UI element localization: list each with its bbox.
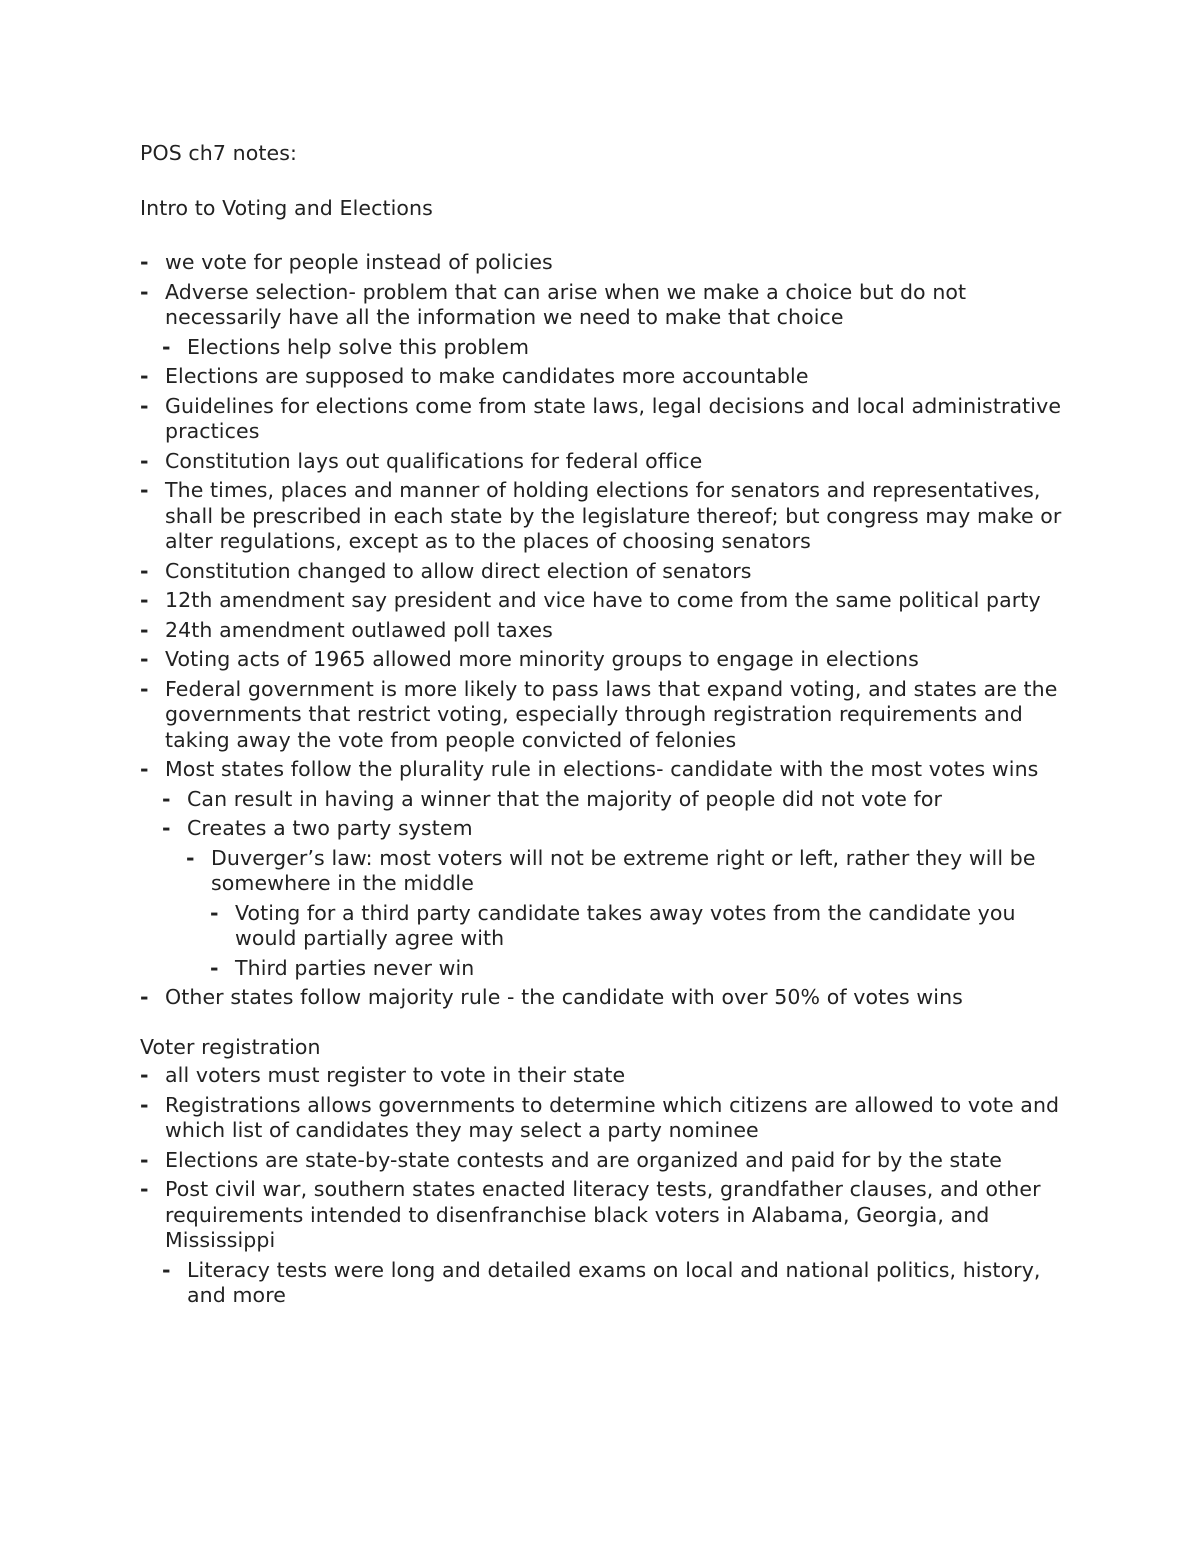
bullet-item [140,449,1080,475]
bullet-item [140,647,1080,673]
bullet-text: Registrations allows governments to determine which citizens are allowed to vote and which list of candidates they may select a party nominee [165,1092,1060,1142]
bullet-dash-icon: - [140,1147,149,1172]
bullet-text: Third parties never win [235,955,475,980]
section-heading-intro: Intro to Voting and Elections [140,195,433,220]
bullet-text: 24th amendment outlawed poll taxes [165,617,553,642]
bullet-dash-icon: - [140,558,149,583]
bullet-text: Constitution lays out qualifications for federal office [165,448,703,473]
bullet-item [140,335,1080,361]
bullet-item [140,956,1080,982]
bullet-text: Duverger’s law: most voters will not be extreme right or left, rather they will be somewhere in the middle [211,845,1036,895]
bullet-dash-icon: - [162,334,171,359]
bullet-item [140,250,1080,276]
bullet-dash-icon: - [140,250,149,274]
bullet-text: Voting for a third party candidate takes away votes from the candidate you would partially agree with [235,900,1016,950]
bullet-text: Can result in having a winner that the majority of people did not vote for [187,786,943,811]
bullet-text: Creates a two party system [187,816,473,840]
bullet-item [140,846,1080,897]
bullet-dash-icon: - [210,900,219,925]
bullet-item [140,787,1080,813]
bullet-text: 12th amendment say president and vice have to come from the same political party [165,588,1041,612]
bullet-dash-icon: - [140,279,149,304]
document-content [140,141,1080,1313]
bullet-item [140,757,1080,783]
bullet-dash-icon: - [162,816,171,840]
bullet-item [140,1258,1080,1309]
bullet-text: Other states follow majority rule - the candidate with over 50% of votes wins [165,985,963,1009]
bullet-item [140,1093,1080,1144]
section-heading-voter-registration: Voter registration [140,1034,321,1059]
bullet-text: Post civil war, southern states enacted literacy tests, grandfather clauses, and other requirements intended to disenfranchise black voters in Alabama, Georgia, and Mississippi [165,1177,1041,1252]
bullet-dash-icon: - [162,786,171,811]
bullet-text: Guidelines for elections come from state laws, legal decisions and local administrative practices [165,393,1062,443]
bullet-item [140,1148,1080,1174]
bullet-item [140,618,1080,644]
bullet-dash-icon: - [210,955,219,980]
bullet-dash-icon: - [140,1063,149,1087]
bullet-dash-icon: - [140,1177,149,1201]
bullet-item [140,901,1080,952]
bullet-item [140,280,1080,331]
bullet-text: Federal government is more likely to pass laws that expand voting, and states are the governments that restrict voting, especially through registration requirements and taking away the vote from people convicted of felonies [165,676,1058,752]
bullet-item [140,816,1080,842]
bullet-text: Constitution changed to allow direct election of senators [165,558,752,583]
bullet-text: Literacy tests were long and detailed exams on local and national politics, history, and more [187,1257,1041,1307]
bullet-item [140,1063,1080,1089]
bullet-dash-icon: - [140,478,149,502]
bullet-dash-icon: - [140,647,149,671]
bullet-dash-icon: - [140,448,149,473]
bullet-item [140,985,1080,1011]
bullet-dash-icon: - [162,1257,171,1282]
bullet-text: Most states follow the plurality rule in elections- candidate with the most votes wins [165,757,1039,781]
document-title: POS ch7 notes: [140,141,298,165]
bullet-dash-icon: - [140,588,149,612]
bullet-dash-icon: - [140,364,149,388]
bullet-text: we vote for people instead of policies [165,250,553,274]
bullet-dash-icon: - [140,617,149,642]
bullet-text: Elections help solve this problem [187,334,530,359]
bullet-dash-icon: - [140,393,149,418]
voter-registration-bullet-list [140,1063,1080,1309]
bullet-text: Adverse selection- problem that can arise when we make a choice but do not necessarily have all the information we need to make that choice [165,279,967,329]
bullet-item [140,1177,1080,1254]
bullet-item [140,478,1080,555]
intro-bullet-list [140,250,1080,1011]
bullet-item [140,559,1080,585]
bullet-item [140,394,1080,445]
bullet-item [140,677,1080,754]
bullet-dash-icon: - [140,676,149,701]
bullet-dash-icon: - [140,985,149,1009]
bullet-item [140,588,1080,614]
bullet-text: Elections are state-by-state contests and are organized and paid for by the state [165,1147,1002,1172]
bullet-text: Voting acts of 1965 allowed more minority groups to engage in elections [165,647,919,671]
bullet-dash-icon: - [140,1092,149,1117]
bullet-text: Elections are supposed to make candidates more accountable [165,364,809,388]
bullet-dash-icon: - [186,845,195,870]
bullet-text: The times, places and manner of holding elections for senators and representatives, shall be prescribed in each state by the legislature thereof; but congress may make or alter regulations, except as to the places of choosing senators [165,478,1062,553]
bullet-text: all voters must register to vote in their state [165,1063,626,1087]
bullet-dash-icon: - [140,757,149,781]
bullet-item [140,364,1080,390]
